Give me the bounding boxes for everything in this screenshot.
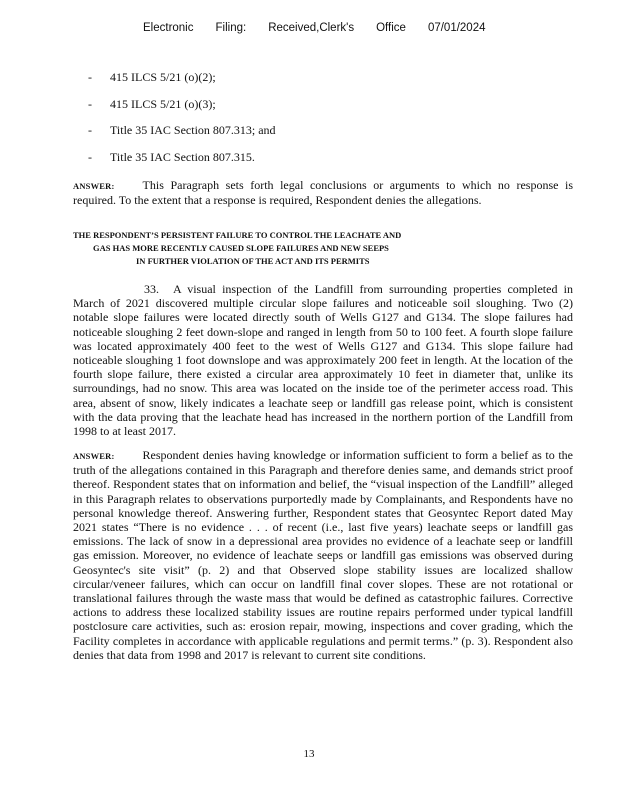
- citation-text: 415 ILCS 5/21 (o)(3);: [110, 96, 216, 111]
- list-item: - Title 35 IAC Section 807.315.: [88, 149, 255, 164]
- answer-text: This Paragraph sets forth legal conclusions or arguments to which no response is required. To the extent that a response is required, Respondent denies the allegations.: [73, 178, 573, 208]
- section-heading: [73, 229, 413, 268]
- answer-paragraph-2: [73, 448, 573, 662]
- page-number: 13: [303, 748, 315, 760]
- list-item: - 415 ILCS 5/21 (o)(3);: [88, 96, 216, 111]
- answer-paragraph-1: [73, 178, 573, 207]
- heading-line: IN FURTHER VIOLATION OF THE ACT AND ITS PERMITS: [136, 256, 370, 266]
- filing-header: [143, 22, 508, 34]
- list-item: - 415 ILCS 5/21 (o)(2);: [88, 70, 216, 84]
- citation-list: [88, 70, 276, 176]
- answer-text: Respondent denies having knowledge or information sufficient to form a belief as to the truth of the allegations contained in this Paragraph and therefore denies same, and demands strict proof thereof. Respondent states that on information and belief, the “visual inspection of the Landfill” alleged in this Paragraph relates to observations purportedly made by Complainants, and Respondents have no personal knowledge thereof. Answering further, Respondent states that Geosyntec Report dated May 2021 states “There is no evidence . . . of recent (i.e., last five years) leachate seeps or landfill gas emissions. The lack of snow in a depressional area provides no evidence of a leachate seep or landfill gas emission. Moreover, no evidence of leachate seeps or landfill gas emissions was observed during Geosyntec's site visit” (p. 2) and that Observed slope stability issues are localized shallow circular/veneer failures, which can occur on landfill final cover slopes. These are not rotational or translational failures through the waste mass that would be defined as catastrophic failures. Corrective actions to address these localized stability issues are routine repairs performed under typical landfill postclosure care activities, such as: erosion repair, mowing, inspections and cover grading, which the Facility completes in accordance with applicable regulations and permit terms.” (p. 3). Respondent also denies that data from 1998 and 2017 is relevant to current site conditions.: [73, 448, 573, 662]
- header-part: Received,Clerk's: [268, 22, 355, 34]
- citation-text: Title 35 IAC Section 807.313; and: [110, 123, 276, 137]
- heading-line: GAS HAS MORE RECENTLY CAUSED SLOPE FAILURES AND NEW SEEPS: [93, 243, 389, 253]
- answer-label: ANSWER:: [73, 451, 115, 461]
- paragraph-number: 33.: [144, 282, 159, 296]
- paragraph-text: A visual inspection of the Landfill from surrounding properties completed in March of 2021 discovered multiple circular slope failures and noticeable soil sloughing. Two (2) notable slope failures were located directly south of Wells G127 and G134. The slope failures had noticeable sloughing 2 feet down-slope and ranged in length from 50 to 100 feet. A fourth slope failure was located approximately 400 feet to the west of Wells G127 and G134. This slope failure had noticeable sloughing 1 foot downslope and was approximately 200 feet in length. At the location of the fourth slope failure, there existed a circular area approximately 10 feet in diameter that, unlike its surroundings, had no snow. This area was located on the inside toe of the perimeter access road. This area, absent of snow, likely indicates a leachate seep or landfill gas release point, which is consistent with the data proving that the leachate head has increased in the northern portion of the Landfill from 1998 to at least 2017.: [73, 282, 573, 439]
- heading-line: THE RESPONDENT’S PERSISTENT FAILURE TO CONTROL THE LEACHATE AND: [73, 230, 402, 240]
- list-item: - Title 35 IAC Section 807.313; and: [88, 123, 276, 137]
- header-part: Office: [376, 22, 406, 34]
- answer-label: ANSWER:: [73, 181, 115, 191]
- paragraph-33: [73, 282, 573, 438]
- header-part: Filing:: [215, 22, 247, 34]
- citation-text: 415 ILCS 5/21 (o)(2);: [110, 70, 216, 84]
- header-part: Electronic: [143, 22, 194, 34]
- header-part: 07/01/2024: [427, 22, 486, 34]
- citation-text: Title 35 IAC Section 807.315.: [110, 149, 255, 164]
